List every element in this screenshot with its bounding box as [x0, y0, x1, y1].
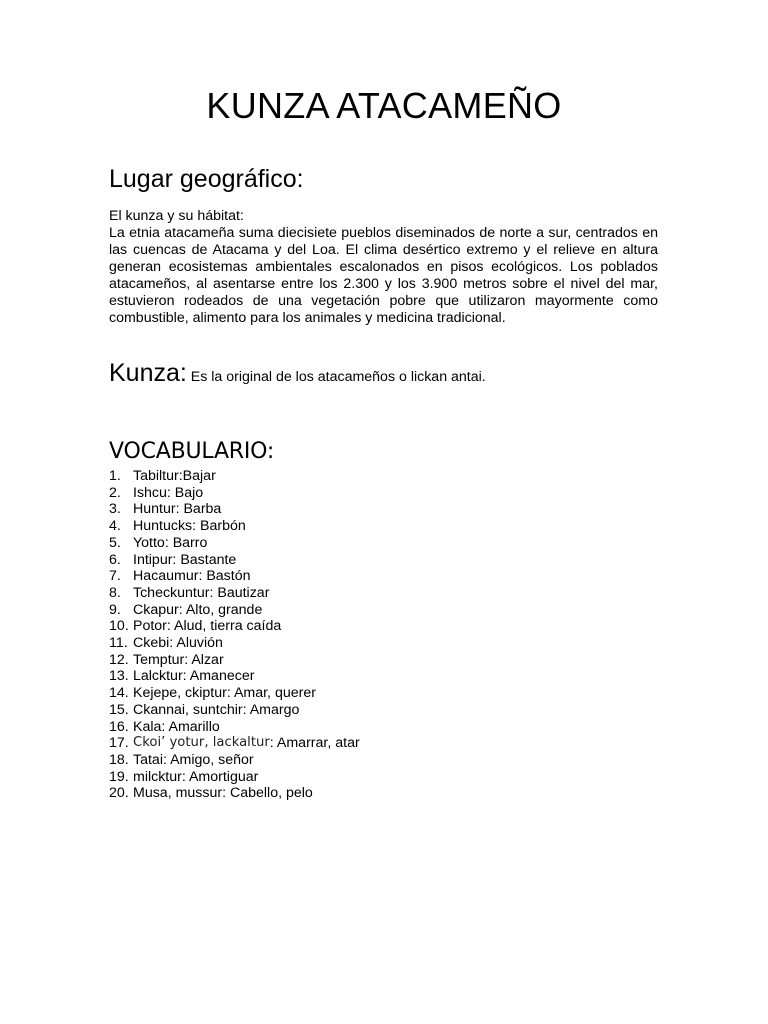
vocabulary-item [109, 602, 360, 619]
vocabulary-item [109, 518, 360, 535]
vocabulary-item-number: 6. [109, 551, 121, 568]
vocabulary-item-text: Hacaumur: Bastón [133, 568, 251, 585]
vocabulary-item-number: 4. [109, 518, 121, 535]
vocabulary-item-number: 12. [109, 651, 129, 668]
vocabulary-item-text: Potor: Alud, tierra caída [133, 618, 282, 635]
vocabulary-item-text: Tatai: Amigo, señor [133, 751, 254, 768]
vocabulary-item [109, 635, 360, 652]
kunza-definition-line [109, 356, 486, 394]
vocabulary-item-number: 2. [109, 484, 121, 501]
vocabulary-item-text: Kejepe, ckiptur: Amar, querer [133, 685, 316, 702]
vocabulary-item-text: Kala: Amarillo [133, 718, 220, 735]
vocabulary-item-number: 8. [109, 584, 121, 601]
vocabulary-heading: VOCABULARIO: [109, 439, 275, 464]
vocabulary-item [109, 585, 360, 602]
vocabulary-item-text: Musa, mussur: Cabello, pelo [133, 785, 313, 802]
vocabulary-item [109, 501, 360, 518]
vocabulary-item [109, 535, 360, 552]
vocabulary-item-text: Ckapur: Alto, grande [133, 601, 263, 618]
vocabulary-item-text: Ckebi: Aluvión [133, 635, 223, 652]
section-heading-geography: Lugar geográfico: [109, 165, 304, 193]
vocabulary-item-text: Tcheckuntur: Bautizar [133, 584, 270, 601]
habitat-text: La etnia atacameña suma diecisiete pueblos diseminados de norte a sur, centrados en las cuencas de Atacama y del Loa. El clima desértico extremo y el relieve en altura generan ecosistemas ambientales escalonados en pisos ecológicos. Los poblados atacameños, al asentarse entre los 2.300 y los 3.900 metros sobre el nivel del mar, estuvieron rodeados de una vegetación pobre que utilizaron mayormente como combustible, alimento para los animales y medicina tradicional. [109, 225, 658, 326]
kunza-definition: Es la original de los atacameños o lickan antai. [186, 369, 486, 385]
vocabulary-item-text: Lalcktur: Amanecer [133, 668, 255, 685]
vocabulary-item-number: 13. [109, 668, 129, 685]
vocabulary-item [109, 552, 360, 569]
vocabulary-item-number: 7. [109, 568, 121, 585]
vocabulary-item-number: 10. [109, 618, 129, 635]
vocabulary-item [109, 769, 360, 786]
vocabulary-item-number: 14. [109, 685, 129, 702]
vocabulary-item-number: 18. [109, 751, 129, 768]
vocabulary-item [109, 719, 360, 736]
vocabulary-item-number: 3. [109, 501, 121, 518]
vocabulary-item [109, 785, 360, 802]
document-title: KUNZA ATACAMEÑO [206, 85, 562, 126]
vocabulary-item [109, 735, 360, 752]
vocabulary-item [109, 485, 360, 502]
vocabulary-item [109, 668, 360, 685]
vocabulary-item [109, 652, 360, 669]
vocabulary-item [109, 468, 360, 485]
habitat-label: El kunza y su hábitat: [109, 208, 244, 224]
vocabulary-item-number: 5. [109, 534, 121, 551]
vocabulary-item-text: : Amarrar, atar [269, 735, 360, 752]
vocabulary-item-text: Ishcu: Bajo [133, 484, 204, 501]
vocabulary-item [109, 702, 360, 719]
vocabulary-item [109, 685, 360, 702]
vocabulary-item-number: 20. [109, 785, 129, 802]
vocabulary-item-text: Ckannai, suntchir: Amargo [133, 701, 300, 718]
vocabulary-item-number: 15. [109, 701, 129, 718]
vocabulary-item-term: Ckoi’ yotur, lackaltur [133, 735, 270, 751]
vocabulary-item-text: Yotto: Barro [133, 534, 208, 551]
vocabulary-item-text: Temptur: Alzar [133, 651, 224, 668]
vocabulary-list [109, 468, 360, 802]
vocabulary-item [109, 618, 360, 635]
vocabulary-item [109, 752, 360, 769]
vocabulary-item-number: 1. [109, 468, 121, 484]
vocabulary-item-number: 9. [109, 601, 121, 618]
vocabulary-item-number: 16. [109, 718, 129, 735]
vocabulary-item-number: 17. [109, 735, 129, 752]
vocabulary-item [109, 568, 360, 585]
vocabulary-item-number: 11. [109, 635, 128, 652]
kunza-heading: Kunza: [109, 359, 187, 387]
vocabulary-item-text: Tabiltur:Bajar [133, 468, 216, 484]
vocabulary-item-text: milcktur: Amortiguar [133, 768, 259, 785]
vocabulary-item-text: Huntur: Barba [133, 501, 222, 518]
vocabulary-item-text: Intipur: Bastante [133, 551, 237, 568]
vocabulary-item-number: 19. [109, 768, 129, 785]
habitat-paragraph [109, 208, 658, 327]
vocabulary-item-text: Huntucks: Barbón [133, 518, 246, 535]
